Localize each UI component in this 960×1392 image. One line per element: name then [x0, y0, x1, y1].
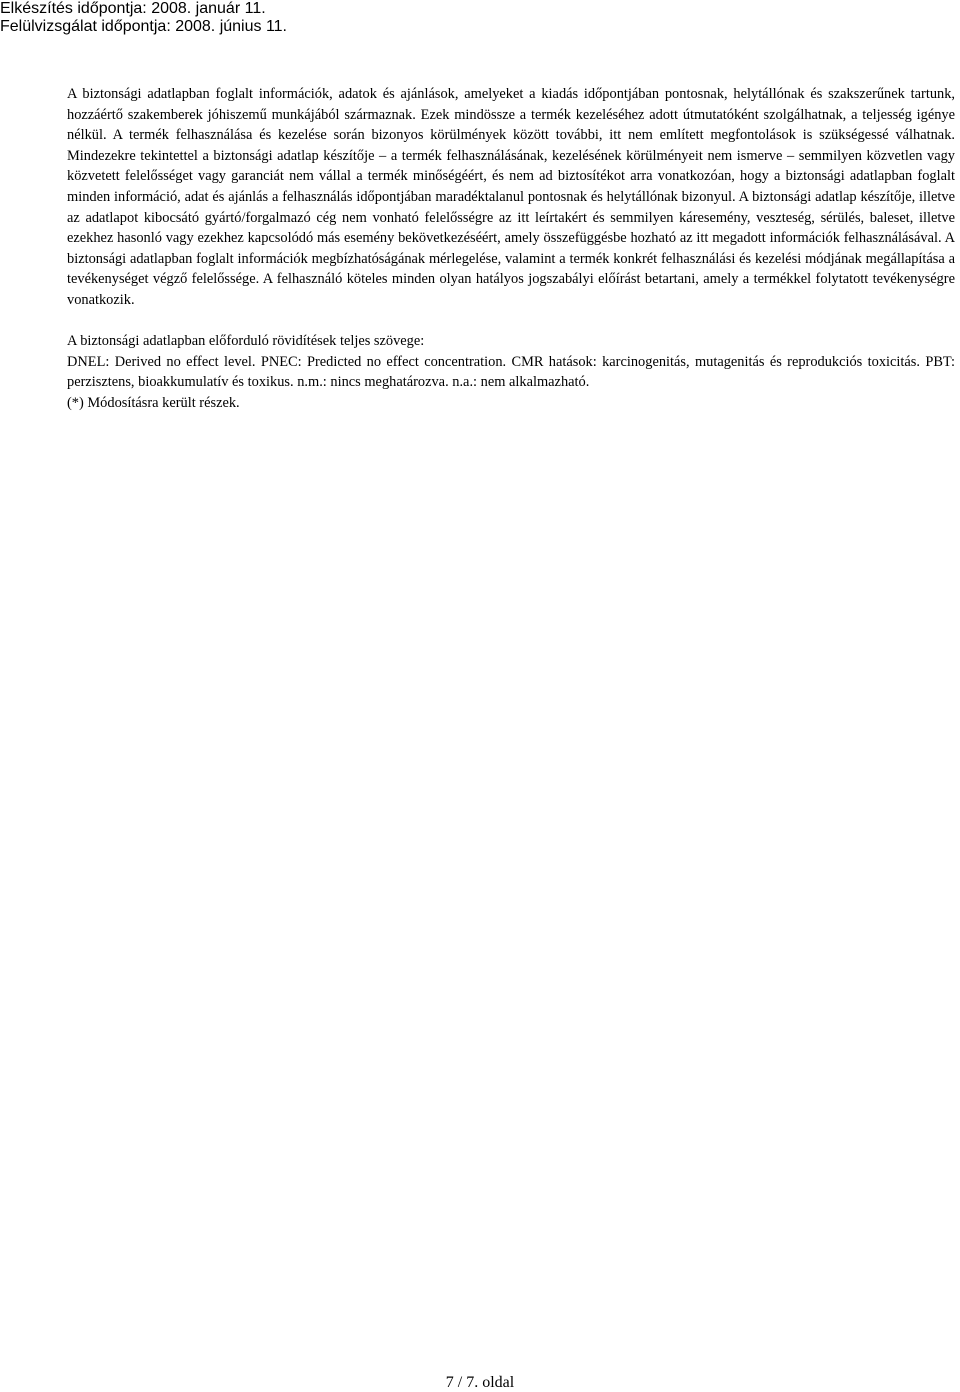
- abbreviations-heading: A biztonsági adatlapban előforduló rövidítések teljes szövege:: [67, 333, 425, 350]
- disclaimer-paragraph: A biztonsági adatlapban foglalt információk, adatok és ajánlások, amelyeket a kiadás időpontjában pontosnak, helytállónak és szakszerűnek tartunk, hozzáértő szakemberek jóhiszemű munkájából származnak. Ezek mindössze a termék kezeléséhez adott útmutatóként szolgálhatnak, a teljesség igénye nélkül. A termék felhasználása és kezelése során bizonyos körülmények között további, itt nem említett megfontolások is szükségessé válhatnak. Mindezekre tekintettel a biztonsági adatlap készítője – a termék felhasználásának, kezelésének körülményeit nem ismerve – semmilyen közvetlen vagy közvetett felelősséget vagy garanciát nem vállal a termék minőségéért, és nem ad biztosítékot arra vonatkozóan, hogy a biztonsági adatlapban foglalt minden információ, adat és ajánlás a felhasználás időpontjában maradéktalanul pontosnak és helytállónak bizonyul. A biztonsági adatlap készítője, illetve az adatlapot kibocsátó gyártó/forgalmazó cég nem vonható felelősségre az itt leírtakért és semmilyen káresemény, veszteség, sérülés, baleset, illetve ezekhez hasonló vagy ezekhez kapcsolódó más esemény bekövetkezéséért, amely összefüggésbe hozható az itt megadott információk felhasználásával. A biztonsági adatlapban foglalt információk megbízhatóságának mérlegelése, valamint a termék konkrét felhasználási és kezelési módjának megállapítása a tevékenységet végző felelőssége. A felhasználó köteles minden olyan hatályos jogszabályi előírást betartani, amely a termékkel folytatott tevékenységre vonatkozik.: [67, 86, 955, 308]
- modification-note: (*) Módosításra került részek.: [67, 394, 240, 411]
- creation-date: Elkészítés időpontja: 2008. január 11.: [0, 0, 266, 17]
- document-body: [67, 84, 955, 414]
- page-number: 7 / 7. oldal: [445, 1374, 515, 1391]
- document-header: [0, 0, 420, 36]
- paragraph-spacer: [67, 311, 955, 332]
- revision-date: Felülvizsgálat időpontja: 2008. június 11.: [0, 18, 287, 35]
- abbreviations-paragraph: DNEL: Derived no effect level. PNEC: Predicted no effect concentration. CMR hatások: karcinogenitás, mutagenitás és reprodukciós toxicitás. PBT: perzisztens, bioakkumulatív és toxikus. n.m.: nincs meghatározva. n.a.: nem alkalmazható.: [67, 353, 955, 391]
